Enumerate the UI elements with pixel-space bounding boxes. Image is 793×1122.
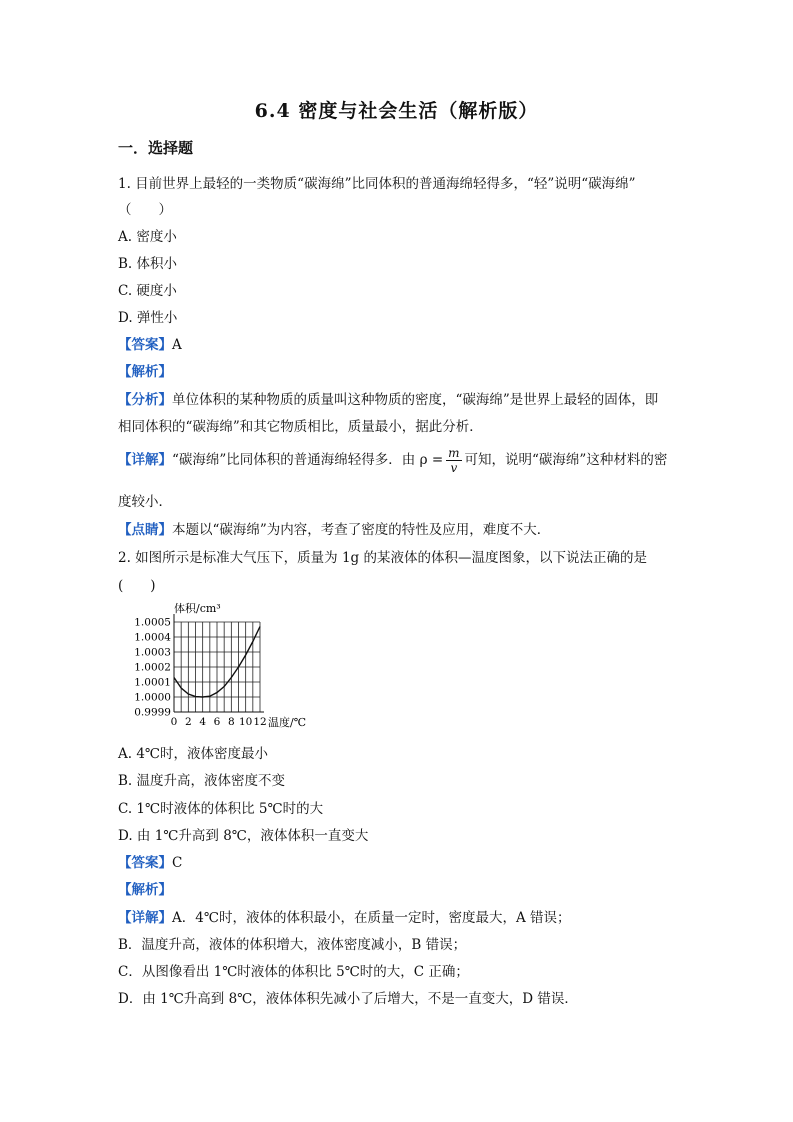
fraction-denominator: v <box>450 461 458 475</box>
x-tick-label: 2 <box>184 716 192 728</box>
q1-fenxi-line1 <box>118 388 658 408</box>
analysis-tag: 【解析】 <box>118 882 172 898</box>
q2-answer-line <box>118 851 182 871</box>
q2-xiangjie-b: B．温度升高，液体的体积增大，液体密度减小，B 错误； <box>118 937 467 953</box>
q1-fenxi-line2: 相同体积的“碳海绵”和其它物质相比，质量最小，据此分析． <box>118 419 483 435</box>
q2-option-c: C. 1℃时液体的体积比 5℃时的大 <box>118 801 324 817</box>
fraction-numerator: m <box>448 446 460 460</box>
x-tick-label: 4 <box>199 716 207 728</box>
y-tick-label: 1.0005 <box>134 616 171 629</box>
q1-xiangjie-line1 <box>118 446 667 475</box>
y-tick-label: 1.0004 <box>134 631 171 644</box>
q2-answer-value: C <box>172 855 183 871</box>
volume-temperature-chart <box>120 600 320 732</box>
y-tick-labels <box>134 617 171 719</box>
q2-xiangjie-a <box>118 906 570 926</box>
analysis-tag: 【解析】 <box>118 364 172 380</box>
q2-analysis-heading <box>118 878 172 898</box>
q1-answer-line <box>118 333 182 353</box>
q1-option-a: A. 密度小 <box>118 229 177 245</box>
q1-stem-line2: （ ） <box>118 202 172 218</box>
y-tick-label: 1.0003 <box>134 646 171 659</box>
q2-stem-line2: ( ) <box>118 578 156 594</box>
xiangjie-tag: 【详解】 <box>118 910 172 926</box>
q2-xiangjie-c: C．从图像看出 1℃时液体的体积比 5℃时的大，C 正确； <box>118 964 469 980</box>
x-tick-label: 10 <box>238 716 253 728</box>
q2-xiangjie-a-text: A．4℃时，液体的体积最小，在质量一定时，密度最大，A 错误； <box>172 910 571 926</box>
fenxi-tag: 【分析】 <box>118 392 172 408</box>
answer-tag: 【答案】 <box>118 855 172 871</box>
y-tick-label: 1.0002 <box>134 661 171 674</box>
q1-option-b: B. 体积小 <box>118 256 178 272</box>
q1-stem-line1: 1. 目前世界上最轻的一类物质“碳海绵”比同体积的普通海绵轻得多，“轻”说明“碳海绵” <box>118 176 636 192</box>
x-tick-label: 8 <box>227 716 235 728</box>
y-tick-label: 0.9999 <box>134 706 171 719</box>
q2-option-b: B. 温度升高，液体密度不变 <box>118 773 286 789</box>
q1-fenxi-text1: 单位体积的某种物质的质量叫这种物质的密度，“碳海绵”是世界上最轻的固体，即 <box>172 392 659 408</box>
x-tick-labels <box>171 716 267 728</box>
page-title: 6.4 密度与社会生活（解析版） <box>254 100 539 122</box>
y-tick-label: 1.0001 <box>134 676 171 689</box>
q2-option-d: D. 由 1℃升高到 8℃，液体体积一直变大 <box>118 828 369 844</box>
q1-xiangjie-text1a: “碳海绵”比同体积的普通海绵轻得多．由 ρ = <box>172 452 444 468</box>
x-tick-label: 12 <box>253 716 267 728</box>
q1-xiangjie-line2: 度较小． <box>118 494 172 510</box>
q1-xiangjie-text1b: 可知，说明“碳海绵”这种材料的密 <box>464 452 668 468</box>
q1-option-d: D. 弹性小 <box>118 310 178 326</box>
y-axis-label: 体积/cm³ <box>174 602 221 615</box>
q1-answer-value: A <box>172 337 182 353</box>
xiangjie-tag: 【详解】 <box>118 452 172 468</box>
q2-option-a: A. 4℃时，液体密度最小 <box>118 746 269 762</box>
answer-tag: 【答案】 <box>118 337 172 353</box>
density-fraction <box>446 446 461 475</box>
q1-dianjing-text: 本题以“碳海绵”为内容，考查了密度的特性及应用，难度不大． <box>172 522 551 538</box>
y-tick-label: 1.0000 <box>134 691 171 704</box>
q1-dianjing-line <box>118 518 550 538</box>
q2-stem-line1: 2. 如图所示是标准大气压下，质量为 1g 的某液体的体积—温度图象，以下说法正确的是 <box>118 550 647 566</box>
chart-grid <box>174 622 260 712</box>
q2-xiangjie-d: D．由 1℃升高到 8℃，液体体积先减小了后增大，不是一直变大，D 错误． <box>118 991 578 1007</box>
q1-analysis-heading <box>118 360 172 380</box>
q1-option-c: C. 硬度小 <box>118 283 177 299</box>
section-heading: 一．选择题 <box>118 139 194 157</box>
dianjing-tag: 【点睛】 <box>118 522 172 538</box>
x-tick-label: 0 <box>170 716 178 728</box>
x-tick-label: 6 <box>213 716 221 728</box>
x-axis-label: 温度/℃ <box>268 716 307 729</box>
